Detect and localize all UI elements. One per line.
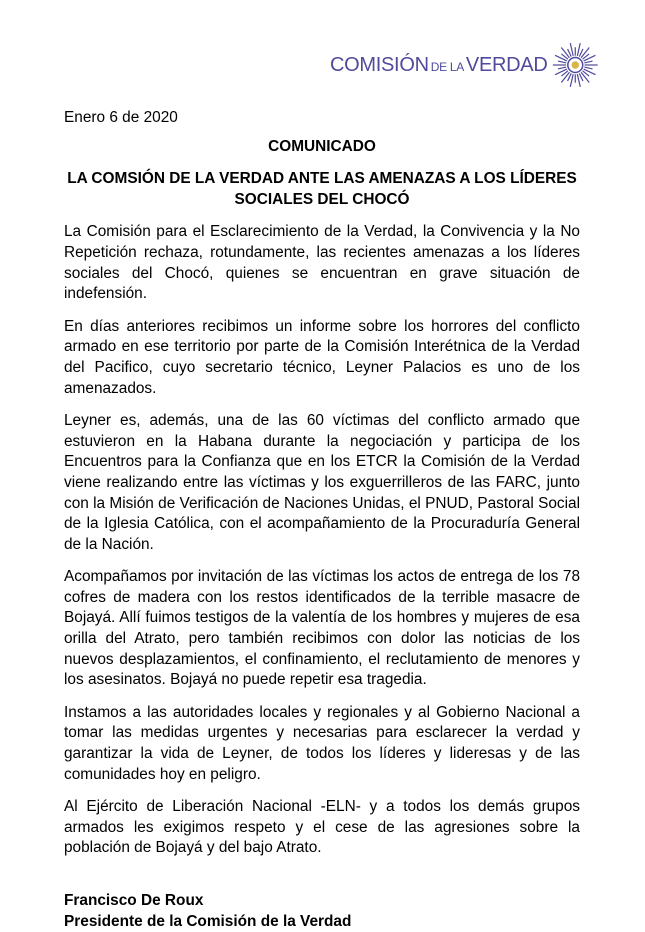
sun-ray: [558, 61, 566, 63]
signer-name: Francisco De Roux: [64, 892, 204, 909]
logo-word-comision: COMISIÓN: [330, 53, 429, 76]
letter-subtitle: LA COMSIÓN DE LA VERDAD ANTE LAS AMENAZAS A LOS LÍDERES SOCIALES DEL CHOCÓ: [67, 170, 577, 208]
sun-ray: [578, 74, 581, 87]
paragraph: Al Ejército de Liberación Nacional -ELN- y a todos los demás grupos armados les exigimos respeto y el cese de las agresiones sobre la población de Bojayá y del bajo Atrato.: [64, 798, 580, 857]
paragraph: La Comisión para el Esclarecimiento de la Verdad, la Convivencia y la No Repetición rechaza, rotundamente, las recientes amenazas a los líderes sociales del Chocó, quienes se encuentran en grave situación de indefensión.: [64, 223, 580, 303]
paragraph: Leyner es, además, una de las 60 víctimas del conflicto armado que estuvieron en la Habana durante la negociación y participa de los Encuentros para la Confianza que en los ETCR la Comisión de la Verdad viene realizando entre las víctimas y los exguerrilleros de las FARC, junto con la Misión de Verificación de Naciones Unidas, el PNUD, Pastoral Social de la Iglesia Católica, con el acompañamiento de la Procuraduría General de la Nación.: [64, 412, 580, 553]
sun-ray: [558, 67, 566, 69]
letter-date: Enero 6 de 2020: [64, 109, 178, 126]
signature-block: [64, 891, 580, 932]
sun-ray: [578, 43, 581, 56]
letter-title: COMUNICADO: [268, 137, 376, 155]
sun-ray: [571, 43, 574, 56]
paragraph: Instamos a las autoridades locales y regionales y al Gobierno Nacional a tomar las medidas urgentes y necesarias para esclarecer la verdad y garantizar la vida de Leyner, de todos los líderes y lideresas y de las comunidades hoy en peligro.: [64, 703, 580, 783]
signer-title: Presidente de la Comisión de la Verdad: [64, 912, 352, 930]
logo-word-de-la: DE LA: [430, 59, 464, 74]
letter-body: [64, 108, 580, 932]
paragraph: Acompañamos por invitación de las víctimas los actos de entrega de los 78 cofres de madera con los restos identificados de la terrible masacre de Bojayá. Allí fuimos testigos de la valentía de los hombres y mujeres de esa orilla del Atrato, pero también recibimos con dolor las noticias de los nuevos desplazamientos, el confinamiento, el reclutamiento de menores y los asesinatos. Bojayá no puede repetir esa tragedia.: [64, 568, 580, 689]
logo-word-verdad: VERDAD: [465, 53, 548, 76]
comision-logo: [330, 32, 600, 98]
sun-ray: [585, 67, 593, 69]
sun-ray: [585, 61, 593, 63]
sun-ray: [571, 74, 574, 87]
logo-wordmark: [330, 54, 547, 77]
sun-emblem-icon: [551, 39, 600, 91]
paragraph: En días anteriores recibimos un informe sobre los horrores del conflicto armado en ese territorio por parte de la Comisión Interétnica de la Verdad del Pacifico, cuyo secretario técnico, Leyner Palacios es uno de los amenazados.: [64, 317, 580, 397]
